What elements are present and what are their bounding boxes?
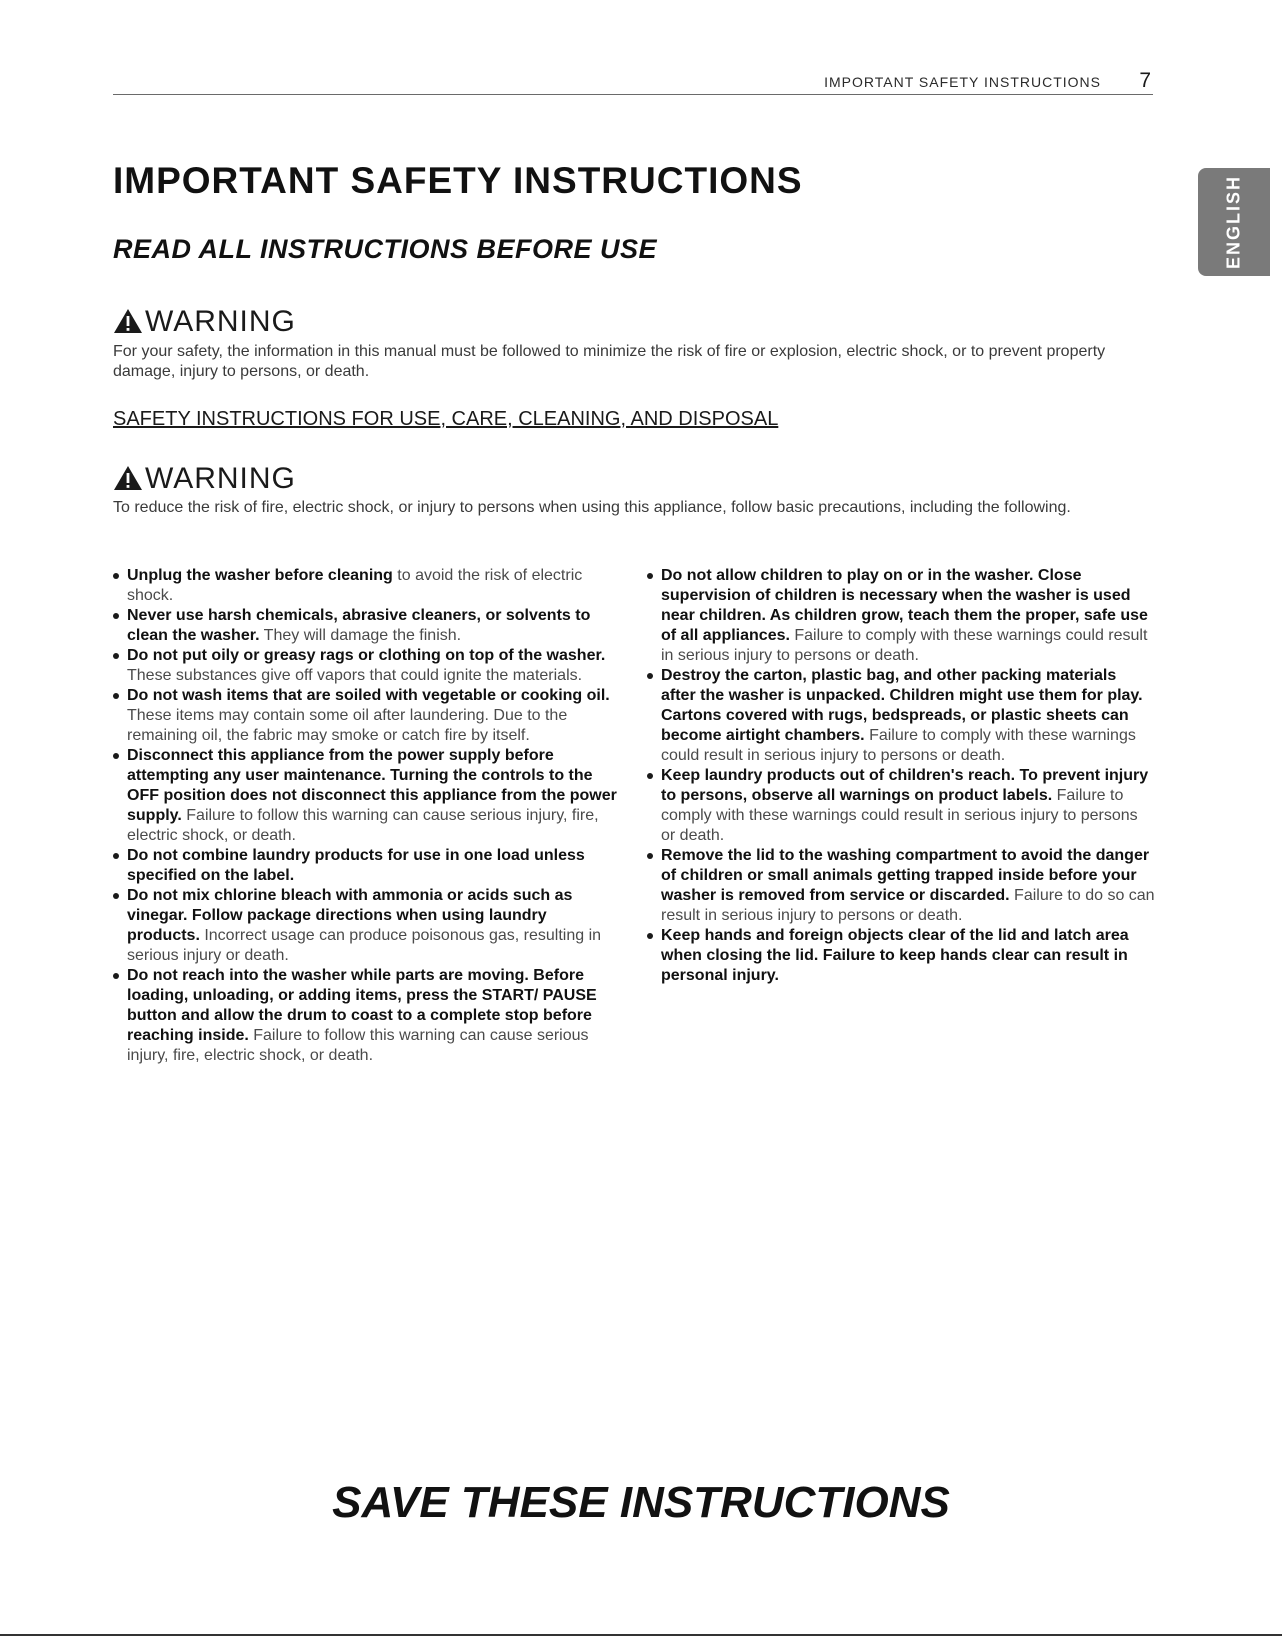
warning-label: WARNING [145,462,296,495]
item-emphasis: Keep hands and foreign objects clear of the lid and latch area when closing the lid. Failure to keep hands clear can result in personal injury. [661,927,1129,984]
bullet-icon [647,933,653,939]
list-item [647,766,1155,846]
list-item [647,566,1155,666]
item-emphasis: Keep laundry products out of children's reach. To prevent injury to persons, observe all warnings on product labels. [661,767,1149,804]
section-heading: SAFETY INSTRUCTIONS FOR USE, CARE, CLEANING, AND DISPOSAL [113,408,779,430]
warning-text-2: To reduce the risk of fire, electric shock, or injury to persons when using this appliance, follow basic precautions, including the following. [113,499,1071,516]
page-title: IMPORTANT SAFETY INSTRUCTIONS [113,160,803,201]
warning-label: WARNING [145,305,296,338]
item-emphasis: Never use harsh chemicals, abrasive cleaners, or solvents to clean the washer. [127,607,591,644]
bullet-icon [647,853,653,859]
warning-triangle-icon [113,308,143,334]
item-emphasis: Do not combine laundry products for use in one load unless specified on the label. [127,847,585,884]
list-item [647,926,1155,986]
item-emphasis: Remove the lid to the washing compartment to avoid the danger of children or small animals getting trapped inside before your washer is removed from service or discarded. [661,847,1150,904]
list-item [113,966,623,1066]
item-detail: They will damage the finish. [259,627,462,644]
list-item [113,606,623,646]
list-item [113,686,623,746]
warning-triangle-icon [113,465,143,491]
bottom-divider [0,1634,1282,1636]
item-detail: Incorrect usage can produce poisonous gas, resulting in serious injury or death. [127,927,602,964]
warning-heading-2 [113,460,296,494]
language-tab [1198,168,1270,276]
bullet-icon [113,973,119,979]
page-subtitle: READ ALL INSTRUCTIONS BEFORE USE [113,234,658,264]
running-header [113,69,1153,95]
item-emphasis: Unplug the washer before cleaning [127,567,393,584]
bullet-icon [647,773,653,779]
item-emphasis: Disconnect this appliance from the power supply before attempting any user maintenance. Turning the controls to the OFF position does not disconnect this appliance from the power supply. [127,747,617,824]
left-instruction-list [113,566,623,1066]
item-emphasis: Do not put oily or greasy rags or clothing on top of the washer. [127,647,606,664]
list-item [113,886,623,966]
list-item [113,846,623,886]
item-emphasis: Do not allow children to play on or in the washer. Close supervision of children is necessary when the washer is used near children. As children grow, teach them the proper, safe use of all appliances. [661,567,1148,644]
item-detail: These substances give off vapors that could ignite the materials. [127,667,583,684]
warning-text-1: For your safety, the information in this manual must be followed to minimize the risk of fire or explosion, electric shock, or to prevent property damage, injury to persons, or death. [113,343,1106,380]
bullet-icon [113,693,119,699]
item-detail: Failure to comply with these warnings could result in serious injury to persons or death. [661,787,1138,844]
list-item [113,566,623,606]
list-item [647,666,1155,766]
list-item [113,746,623,846]
item-detail: Failure to follow this warning can cause serious injury, fire, electric shock, or death. [127,1027,589,1064]
bullet-icon [113,893,119,899]
item-emphasis: Do not wash items that are soiled with vegetable or cooking oil. [127,687,610,704]
list-item [647,846,1155,926]
item-detail: Failure to comply with these warnings could result in serious injury to persons or death. [661,627,1148,664]
item-detail: These items may contain some oil after laundering. Due to the remaining oil, the fabric may smoke or catch fire by itself. [127,707,568,744]
warning-heading-1 [113,303,296,337]
bullet-icon [113,653,119,659]
list-item [113,646,623,686]
bullet-icon [113,853,119,859]
bullet-icon [647,673,653,679]
item-emphasis: Do not reach into the washer while parts are moving. Before loading, unloading, or adding items, press the START/ PAUSE button and allow the drum to coast to a complete stop before reaching inside. [127,967,597,1044]
page-number: 7 [1139,69,1151,92]
item-detail: Failure to comply with these warnings could result in serious injury to persons or death. [661,727,1136,764]
running-header-title: IMPORTANT SAFETY INSTRUCTIONS [824,74,1101,90]
right-instruction-list [647,566,1155,986]
save-instructions-title: SAVE THESE INSTRUCTIONS [332,1478,950,1527]
item-emphasis: Do not mix chlorine bleach with ammonia or acids such as vinegar. Follow package directions when using laundry products. [127,887,573,944]
bullet-icon [113,573,119,579]
bullet-icon [647,573,653,579]
item-detail: Failure to do so can result in serious injury to persons or death. [661,887,1155,924]
bullet-icon [113,753,119,759]
item-detail: Failure to follow this warning can cause serious injury, fire, electric shock, or death. [127,807,599,844]
bullet-icon [113,613,119,619]
language-tab-label: ENGLISH [1223,174,1244,270]
item-detail: to avoid the risk of electric shock. [127,567,583,604]
item-emphasis: Destroy the carton, plastic bag, and other packing materials after the washer is unpacked. Children might use them for play. Cartons covered with rugs, bedspreads, or plastic sheets can become airtight chambers. [661,667,1143,744]
